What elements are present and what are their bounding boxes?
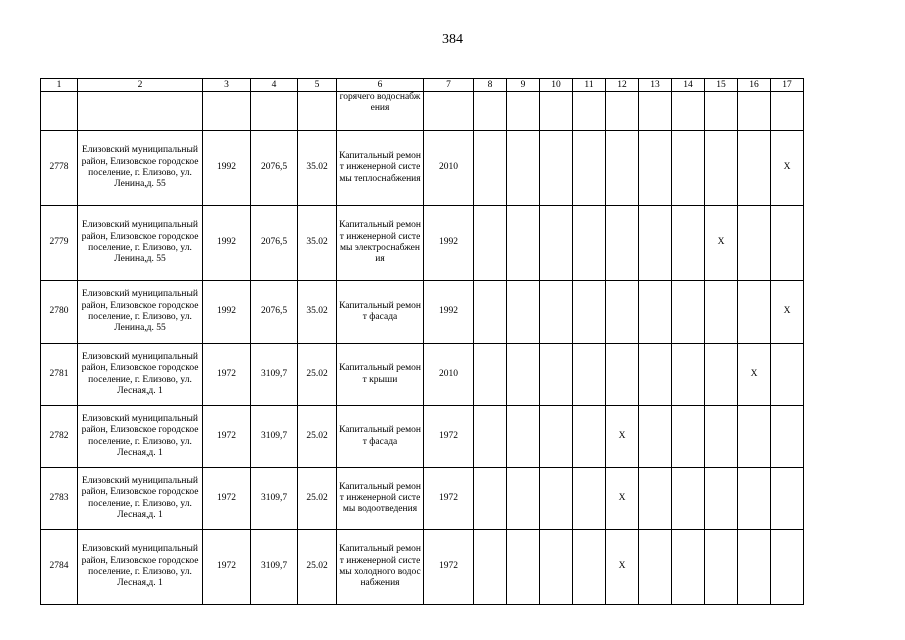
column-header: 10 xyxy=(540,79,573,92)
last-repair-year-cell: 1992 xyxy=(424,281,474,344)
mark-cell xyxy=(540,530,573,605)
mark-cell xyxy=(705,344,738,406)
table-row xyxy=(41,131,804,206)
mark-cell: X xyxy=(606,406,639,468)
wear-cell xyxy=(298,92,337,131)
mark-cell xyxy=(507,131,540,206)
mark-cell xyxy=(573,468,606,530)
last-repair-year-cell: 1972 xyxy=(424,530,474,605)
mark-cell xyxy=(738,530,771,605)
mark-cell xyxy=(474,131,507,206)
year-built-cell: 1992 xyxy=(203,281,251,344)
mark-cell xyxy=(474,468,507,530)
wear-cell: 25.02 xyxy=(298,406,337,468)
mark-cell xyxy=(474,92,507,131)
table-row xyxy=(41,406,804,468)
mark-cell xyxy=(639,206,672,281)
mark-cell xyxy=(771,406,804,468)
mark-cell xyxy=(705,468,738,530)
table-row xyxy=(41,468,804,530)
column-header: 2 xyxy=(78,79,203,92)
area-cell: 2076,5 xyxy=(251,281,298,344)
mark-cell: X xyxy=(705,206,738,281)
column-header: 9 xyxy=(507,79,540,92)
wear-cell: 25.02 xyxy=(298,344,337,406)
mark-cell xyxy=(540,406,573,468)
table-row xyxy=(41,344,804,406)
column-header: 14 xyxy=(672,79,705,92)
column-header: 6 xyxy=(337,79,424,92)
continuation-row xyxy=(41,92,804,131)
address-cell: Елизовский муниципальный район, Елизовское городское поселение, г. Елизово, ул. Лесная,д. 1 xyxy=(78,406,203,468)
mark-cell xyxy=(705,131,738,206)
row-number-cell: 2782 xyxy=(41,406,78,468)
mark-cell xyxy=(474,406,507,468)
last-repair-year-cell: 2010 xyxy=(424,344,474,406)
column-header: 15 xyxy=(705,79,738,92)
last-repair-year-cell: 1992 xyxy=(424,206,474,281)
row-number-cell: 2778 xyxy=(41,131,78,206)
mark-cell xyxy=(507,281,540,344)
address-cell: Елизовский муниципальный район, Елизовское городское поселение, г. Елизово, ул. Ленина,д. 55 xyxy=(78,206,203,281)
mark-cell xyxy=(672,344,705,406)
mark-cell xyxy=(606,131,639,206)
wear-cell: 35.02 xyxy=(298,281,337,344)
mark-cell xyxy=(540,131,573,206)
mark-cell xyxy=(507,406,540,468)
mark-cell xyxy=(738,131,771,206)
address-cell xyxy=(78,92,203,131)
work-type-cell: Капитальный ремонт инженерной системы водоотведения xyxy=(337,468,424,530)
mark-cell xyxy=(573,406,606,468)
mark-cell xyxy=(474,344,507,406)
row-number-cell: 2779 xyxy=(41,206,78,281)
mark-cell: X xyxy=(771,281,804,344)
mark-cell xyxy=(507,530,540,605)
table-row xyxy=(41,530,804,605)
mark-cell xyxy=(672,92,705,131)
last-repair-year-cell: 2010 xyxy=(424,131,474,206)
mark-cell xyxy=(606,92,639,131)
wear-cell: 35.02 xyxy=(298,206,337,281)
column-header: 1 xyxy=(41,79,78,92)
mark-cell xyxy=(573,281,606,344)
column-header: 4 xyxy=(251,79,298,92)
mark-cell xyxy=(771,530,804,605)
mark-cell xyxy=(606,206,639,281)
row-number-cell xyxy=(41,92,78,131)
mark-cell xyxy=(474,530,507,605)
mark-cell xyxy=(540,281,573,344)
work-type-cell: Капитальный ремонт инженерной системы холодного водоснабжения xyxy=(337,530,424,605)
work-type-cell: Капитальный ремонт крыши xyxy=(337,344,424,406)
mark-cell xyxy=(705,92,738,131)
mark-cell xyxy=(672,530,705,605)
mark-cell xyxy=(705,281,738,344)
year-built-cell: 1972 xyxy=(203,344,251,406)
mark-cell xyxy=(672,131,705,206)
mark-cell xyxy=(507,344,540,406)
address-cell: Елизовский муниципальный район, Елизовское городское поселение, г. Елизово, ул. Лесная,д. 1 xyxy=(78,530,203,605)
mark-cell xyxy=(507,92,540,131)
mark-cell xyxy=(573,92,606,131)
mark-cell xyxy=(672,468,705,530)
row-number-cell: 2783 xyxy=(41,468,78,530)
year-built-cell: 1972 xyxy=(203,530,251,605)
work-type-cell: Капитальный ремонт инженерной системы электроснабжения xyxy=(337,206,424,281)
mark-cell: X xyxy=(738,344,771,406)
mark-cell: X xyxy=(771,131,804,206)
wear-cell: 25.02 xyxy=(298,530,337,605)
mark-cell xyxy=(705,530,738,605)
mark-cell xyxy=(540,92,573,131)
wear-cell: 25.02 xyxy=(298,468,337,530)
address-cell: Елизовский муниципальный район, Елизовское городское поселение, г. Елизово, ул. Лесная,д. 1 xyxy=(78,468,203,530)
work-type-cell: Капитальный ремонт инженерной системы теплоснабжения xyxy=(337,131,424,206)
mark-cell: X xyxy=(606,530,639,605)
mark-cell xyxy=(540,344,573,406)
mark-cell xyxy=(474,281,507,344)
row-number-cell: 2780 xyxy=(41,281,78,344)
mark-cell xyxy=(672,206,705,281)
address-cell: Елизовский муниципальный район, Елизовское городское поселение, г. Елизово, ул. Ленина,д. 55 xyxy=(78,281,203,344)
work-type-cell: горячего водоснабжения xyxy=(337,92,424,131)
mark-cell xyxy=(639,281,672,344)
column-header: 5 xyxy=(298,79,337,92)
mark-cell xyxy=(507,468,540,530)
mark-cell xyxy=(639,468,672,530)
year-built-cell: 1992 xyxy=(203,131,251,206)
mark-cell xyxy=(573,530,606,605)
mark-cell xyxy=(474,206,507,281)
mark-cell xyxy=(639,344,672,406)
work-type-cell: Капитальный ремонт фасада xyxy=(337,406,424,468)
year-built-cell xyxy=(203,92,251,131)
last-repair-year-cell: 1972 xyxy=(424,468,474,530)
mark-cell xyxy=(573,344,606,406)
table-row xyxy=(41,206,804,281)
mark-cell xyxy=(606,344,639,406)
page-number: 384 xyxy=(442,32,463,47)
last-repair-year-cell: 1972 xyxy=(424,406,474,468)
column-header: 8 xyxy=(474,79,507,92)
mark-cell xyxy=(573,206,606,281)
mark-cell xyxy=(738,92,771,131)
area-cell: 3109,7 xyxy=(251,344,298,406)
column-header: 3 xyxy=(203,79,251,92)
mark-cell xyxy=(771,344,804,406)
mark-cell xyxy=(738,406,771,468)
register-table xyxy=(40,78,804,605)
mark-cell xyxy=(540,468,573,530)
last-repair-year-cell xyxy=(424,92,474,131)
area-cell: 2076,5 xyxy=(251,206,298,281)
work-type-cell: Капитальный ремонт фасада xyxy=(337,281,424,344)
wear-cell: 35.02 xyxy=(298,131,337,206)
mark-cell xyxy=(540,206,573,281)
column-number-row xyxy=(41,79,804,92)
mark-cell xyxy=(771,468,804,530)
area-cell: 3109,7 xyxy=(251,530,298,605)
row-number-cell: 2784 xyxy=(41,530,78,605)
mark-cell xyxy=(639,530,672,605)
column-header: 17 xyxy=(771,79,804,92)
column-header: 7 xyxy=(424,79,474,92)
mark-cell xyxy=(738,206,771,281)
mark-cell xyxy=(606,281,639,344)
year-built-cell: 1972 xyxy=(203,468,251,530)
table-row xyxy=(41,281,804,344)
area-cell xyxy=(251,92,298,131)
mark-cell xyxy=(738,281,771,344)
column-header: 13 xyxy=(639,79,672,92)
column-header: 12 xyxy=(606,79,639,92)
year-built-cell: 1992 xyxy=(203,206,251,281)
mark-cell xyxy=(639,131,672,206)
address-cell: Елизовский муниципальный район, Елизовское городское поселение, г. Елизово, ул. Лесная,д. 1 xyxy=(78,344,203,406)
mark-cell xyxy=(705,406,738,468)
column-header: 11 xyxy=(573,79,606,92)
year-built-cell: 1972 xyxy=(203,406,251,468)
mark-cell xyxy=(771,206,804,281)
area-cell: 3109,7 xyxy=(251,406,298,468)
mark-cell xyxy=(639,406,672,468)
row-number-cell: 2781 xyxy=(41,344,78,406)
mark-cell xyxy=(672,406,705,468)
address-cell: Елизовский муниципальный район, Елизовское городское поселение, г. Елизово, ул. Ленина,д. 55 xyxy=(78,131,203,206)
area-cell: 3109,7 xyxy=(251,468,298,530)
mark-cell xyxy=(507,206,540,281)
mark-cell: X xyxy=(606,468,639,530)
mark-cell xyxy=(672,281,705,344)
mark-cell xyxy=(771,92,804,131)
mark-cell xyxy=(573,131,606,206)
column-header: 16 xyxy=(738,79,771,92)
mark-cell xyxy=(738,468,771,530)
mark-cell xyxy=(639,92,672,131)
area-cell: 2076,5 xyxy=(251,131,298,206)
